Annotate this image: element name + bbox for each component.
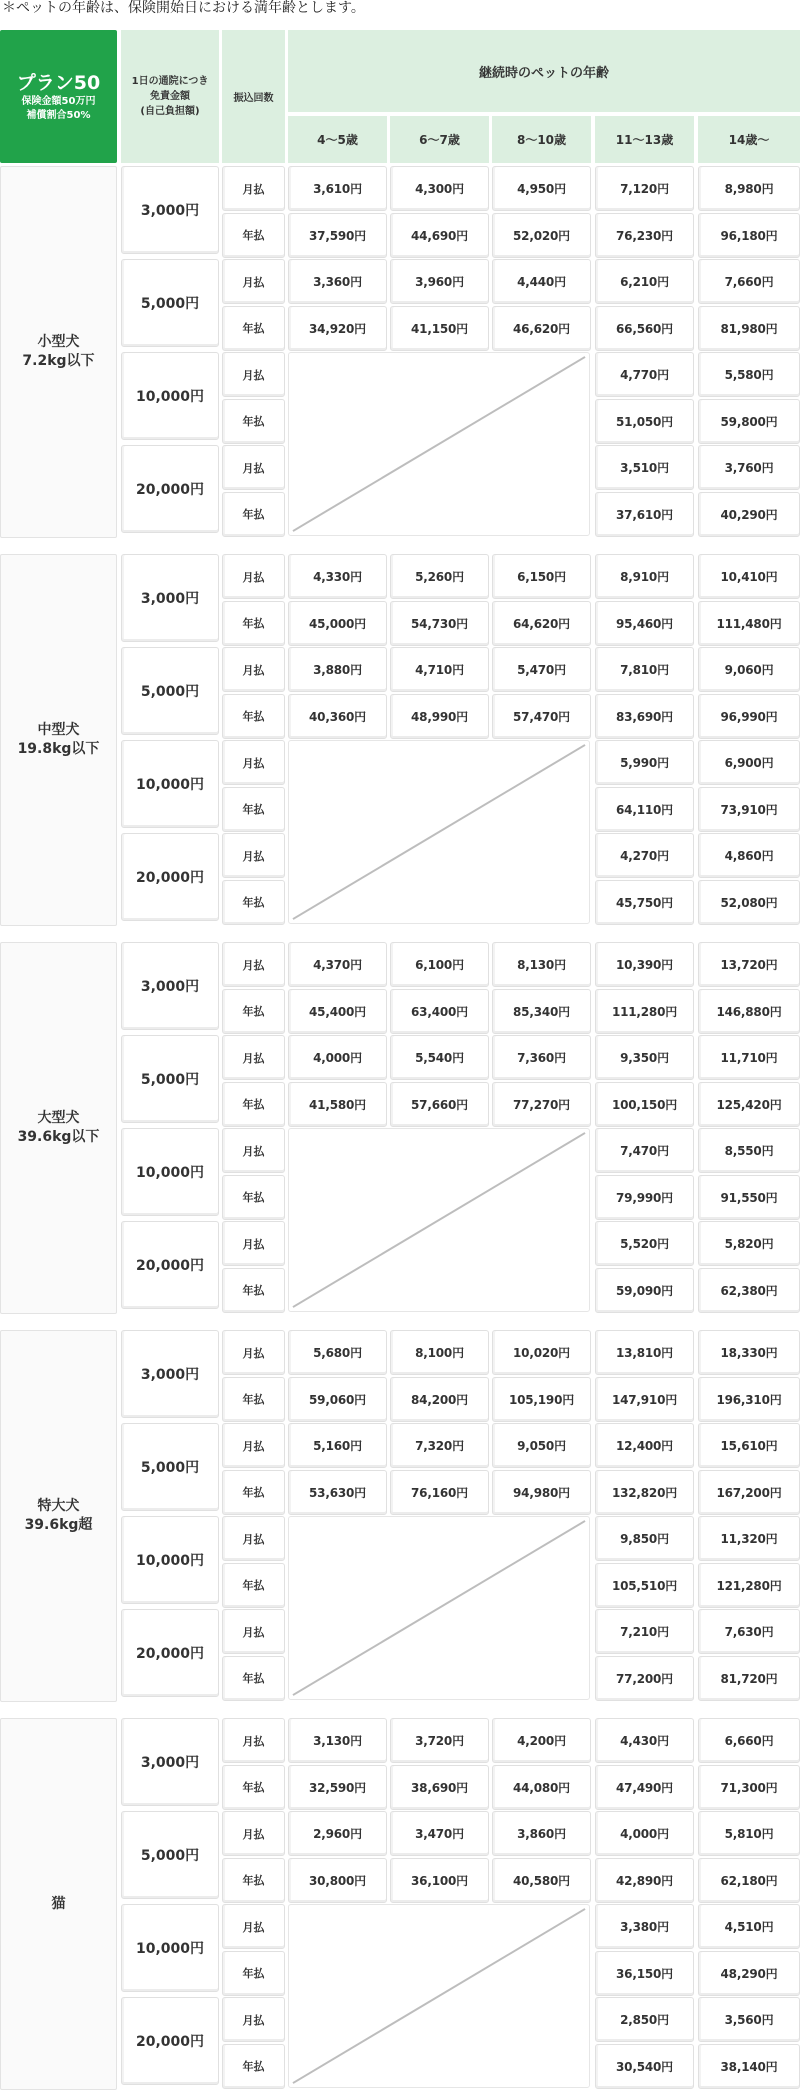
deductible-amount: 5,000円 (121, 647, 219, 735)
premium-cell: 3,860円 (492, 1811, 591, 1856)
premium-cell: 76,160円 (390, 1470, 489, 1515)
premium-cell: 146,880円 (698, 989, 800, 1034)
payment-frequency: 年払 (222, 1656, 285, 1701)
premium-cell: 42,890円 (595, 1858, 694, 1903)
premium-cell: 5,580円 (698, 352, 800, 397)
premium-cell: 11,320円 (698, 1516, 800, 1561)
premium-cell: 111,280円 (595, 989, 694, 1034)
premium-cell: 40,580円 (492, 1858, 591, 1903)
pet-type-cell (0, 942, 117, 1314)
pet-type-cell (0, 1330, 117, 1702)
pet-section (0, 1718, 800, 2090)
plan-title: プラン50 (16, 71, 101, 94)
pet-section (0, 554, 800, 926)
premium-cell: 7,210円 (595, 1609, 694, 1654)
premium-cell: 8,910円 (595, 554, 694, 599)
premium-cell: 37,610円 (595, 492, 694, 537)
premium-cell: 37,590円 (288, 213, 387, 258)
payment-frequency: 年払 (222, 1951, 285, 1996)
deductible-header-line: 免責金額 (150, 91, 190, 102)
premium-cell: 64,620円 (492, 601, 591, 646)
pet-type-label: 特大犬 (37, 1498, 80, 1514)
premium-cell: 36,150円 (595, 1951, 694, 1996)
pet-type-cell (0, 554, 117, 926)
payment-frequency: 年払 (222, 601, 285, 646)
premium-cell: 13,720円 (698, 942, 800, 987)
premium-cell: 7,810円 (595, 647, 694, 692)
payment-frequency: 年払 (222, 1765, 285, 1810)
deductible-amount: 10,000円 (121, 1904, 219, 1992)
premium-cell: 7,660円 (698, 259, 800, 304)
premium-cell: 32,590円 (288, 1765, 387, 1810)
deductible-amount: 20,000円 (121, 1609, 219, 1697)
payment-frequency: 年払 (222, 399, 285, 444)
premium-cell: 5,160円 (288, 1423, 387, 1468)
premium-cell: 6,900円 (698, 740, 800, 785)
premium-cell: 196,310円 (698, 1377, 800, 1422)
payment-frequency: 年払 (222, 1470, 285, 1515)
table-header (0, 30, 800, 163)
premium-cell: 40,290円 (698, 492, 800, 537)
premium-cell: 100,150円 (595, 1082, 694, 1127)
premium-cell: 4,000円 (595, 1811, 694, 1856)
premium-cell: 11,710円 (698, 1035, 800, 1080)
payment-frequency: 年払 (222, 880, 285, 925)
pet-type-label: 39.6kg以下 (17, 1129, 100, 1145)
premium-cell: 51,050円 (595, 399, 694, 444)
premium-cell: 83,690円 (595, 694, 694, 739)
premium-cell: 62,380円 (698, 1268, 800, 1313)
premium-cell: 3,470円 (390, 1811, 489, 1856)
payment-frequency: 月払 (222, 1035, 285, 1080)
payment-frequency: 月払 (222, 833, 285, 878)
payment-frequency: 月払 (222, 1423, 285, 1468)
premium-cell: 81,980円 (698, 306, 800, 351)
payment-frequency: 月払 (222, 166, 285, 211)
premium-cell: 96,180円 (698, 213, 800, 258)
premium-cell: 5,820円 (698, 1221, 800, 1266)
pet-type-label: 大型犬 (37, 1110, 80, 1126)
premium-cell: 81,720円 (698, 1656, 800, 1701)
pet-section (0, 1330, 800, 1702)
premium-cell: 5,470円 (492, 647, 591, 692)
premium-cell: 64,110円 (595, 787, 694, 832)
premium-cell: 10,020円 (492, 1330, 591, 1375)
not-applicable-area (288, 1904, 590, 2088)
age-note: ＊ペットの年齢は、保険開始日における満年齢とします。 (2, 0, 365, 16)
premium-cell: 47,490円 (595, 1765, 694, 1810)
premium-cell: 9,350円 (595, 1035, 694, 1080)
premium-cell: 45,400円 (288, 989, 387, 1034)
premium-cell: 6,660円 (698, 1718, 800, 1763)
premium-cell: 5,520円 (595, 1221, 694, 1266)
premium-cell: 95,460円 (595, 601, 694, 646)
premium-cell: 4,000円 (288, 1035, 387, 1080)
premium-cell: 38,140円 (698, 2044, 800, 2089)
payment-frequency: 月払 (222, 1516, 285, 1561)
premium-cell: 4,950円 (492, 166, 591, 211)
deductible-amount: 20,000円 (121, 833, 219, 921)
premium-cell: 7,360円 (492, 1035, 591, 1080)
payment-frequency: 月払 (222, 1718, 285, 1763)
payment-frequency: 年払 (222, 492, 285, 537)
premium-cell: 10,390円 (595, 942, 694, 987)
premium-cell: 3,380円 (595, 1904, 694, 1949)
premium-cell: 4,860円 (698, 833, 800, 878)
premium-cell: 5,680円 (288, 1330, 387, 1375)
premium-cell: 9,050円 (492, 1423, 591, 1468)
premium-cell: 38,690円 (390, 1765, 489, 1810)
deductible-amount: 3,000円 (121, 554, 219, 642)
premium-cell: 44,690円 (390, 213, 489, 258)
premium-cell: 4,440円 (492, 259, 591, 304)
deductible-amount: 10,000円 (121, 1516, 219, 1604)
premium-cell: 4,710円 (390, 647, 489, 692)
deductible-amount: 5,000円 (121, 1811, 219, 1899)
premium-cell: 91,550円 (698, 1175, 800, 1220)
premium-cell: 71,300円 (698, 1765, 800, 1810)
premium-cell: 59,060円 (288, 1377, 387, 1422)
premium-cell: 59,090円 (595, 1268, 694, 1313)
premium-cell: 7,320円 (390, 1423, 489, 1468)
deductible-amount: 10,000円 (121, 1128, 219, 1216)
pet-type-label: 小型犬 (37, 334, 80, 350)
deductible-amount: 10,000円 (121, 352, 219, 440)
premium-cell: 4,430円 (595, 1718, 694, 1763)
premium-cell: 8,100円 (390, 1330, 489, 1375)
premium-cell: 15,610円 (698, 1423, 800, 1468)
premium-cell: 9,850円 (595, 1516, 694, 1561)
premium-cell: 4,770円 (595, 352, 694, 397)
premium-cell: 5,260円 (390, 554, 489, 599)
premium-cell: 5,810円 (698, 1811, 800, 1856)
premium-cell: 79,990円 (595, 1175, 694, 1220)
payment-frequency: 年払 (222, 1268, 285, 1313)
payment-frequency: 月払 (222, 554, 285, 599)
premium-cell: 45,000円 (288, 601, 387, 646)
premium-cell: 4,200円 (492, 1718, 591, 1763)
premium-cell: 44,080円 (492, 1765, 591, 1810)
premium-cell: 7,470円 (595, 1128, 694, 1173)
premium-cell: 3,360円 (288, 259, 387, 304)
age-header: 継続時のペットの年齢 (288, 30, 800, 112)
diagonal-line (289, 1905, 589, 2087)
pet-type-cell (0, 1718, 117, 2090)
premium-cell: 6,210円 (595, 259, 694, 304)
premium-cell: 45,750円 (595, 880, 694, 925)
payment-frequency: 月払 (222, 1811, 285, 1856)
premium-cell: 4,330円 (288, 554, 387, 599)
pet-type-label: 39.6kg超 (24, 1517, 93, 1533)
payment-frequency: 年払 (222, 1082, 285, 1127)
premium-cell: 3,610円 (288, 166, 387, 211)
deductible-amount: 5,000円 (121, 1423, 219, 1511)
age-column-header: 8〜10歳 (492, 116, 591, 163)
premium-cell: 105,190円 (492, 1377, 591, 1422)
payment-frequency: 年払 (222, 2044, 285, 2089)
plan-line1: 保険金額50万円 (21, 95, 96, 107)
deductible-amount: 3,000円 (121, 1330, 219, 1418)
premium-cell: 48,290円 (698, 1951, 800, 1996)
premium-cell: 94,980円 (492, 1470, 591, 1515)
pet-section (0, 942, 800, 1314)
premium-cell: 3,560円 (698, 1997, 800, 2042)
not-applicable-area (288, 1516, 590, 1700)
pet-section (0, 166, 800, 538)
premium-cell: 3,130円 (288, 1718, 387, 1763)
payment-frequency: 年払 (222, 787, 285, 832)
payment-frequency: 年払 (222, 1858, 285, 1903)
premium-cell: 36,100円 (390, 1858, 489, 1903)
premium-cell: 4,270円 (595, 833, 694, 878)
premium-cell: 6,150円 (492, 554, 591, 599)
deductible-amount: 20,000円 (121, 1221, 219, 1309)
premium-cell: 8,550円 (698, 1128, 800, 1173)
deductible-amount: 5,000円 (121, 1035, 219, 1123)
deductible-amount: 20,000円 (121, 1997, 219, 2085)
pet-type-label: 中型犬 (37, 722, 80, 738)
premium-cell: 121,280円 (698, 1563, 800, 1608)
premium-cell: 62,180円 (698, 1858, 800, 1903)
payment-frequency: 月払 (222, 1997, 285, 2042)
premium-cell: 3,760円 (698, 445, 800, 490)
payment-frequency: 年払 (222, 1175, 285, 1220)
plan-badge (0, 30, 117, 163)
payment-frequency: 年払 (222, 213, 285, 258)
premium-cell: 40,360円 (288, 694, 387, 739)
premium-cell: 18,330円 (698, 1330, 800, 1375)
premium-cell: 73,910円 (698, 787, 800, 832)
payment-frequency: 月払 (222, 1221, 285, 1266)
payment-frequency: 月払 (222, 352, 285, 397)
premium-cell: 2,960円 (288, 1811, 387, 1856)
premium-cell: 52,020円 (492, 213, 591, 258)
premium-cell: 105,510円 (595, 1563, 694, 1608)
premium-cell: 30,800円 (288, 1858, 387, 1903)
premium-cell: 3,880円 (288, 647, 387, 692)
deductible-header-line: 1日の通院につき (131, 76, 209, 87)
premium-cell: 48,990円 (390, 694, 489, 739)
premium-cell: 52,080円 (698, 880, 800, 925)
not-applicable-area (288, 352, 590, 536)
frequency-header: 振込回数 (222, 30, 285, 163)
payment-frequency: 年払 (222, 694, 285, 739)
age-column-header: 11〜13歳 (595, 116, 694, 163)
premium-cell: 96,990円 (698, 694, 800, 739)
premium-cell: 13,810円 (595, 1330, 694, 1375)
premium-cell: 63,400円 (390, 989, 489, 1034)
pet-type-label: 猫 (51, 1895, 66, 1912)
premium-cell: 4,370円 (288, 942, 387, 987)
premium-cell: 6,100円 (390, 942, 489, 987)
premium-cell: 41,150円 (390, 306, 489, 351)
premium-cell: 3,720円 (390, 1718, 489, 1763)
premium-cell: 8,130円 (492, 942, 591, 987)
deductible-amount: 3,000円 (121, 166, 219, 254)
premium-cell: 66,560円 (595, 306, 694, 351)
premium-cell: 3,510円 (595, 445, 694, 490)
premium-cell: 9,060円 (698, 647, 800, 692)
premium-cell: 111,480円 (698, 601, 800, 646)
premium-cell: 10,410円 (698, 554, 800, 599)
pet-type-label: 19.8kg以下 (17, 741, 100, 757)
premium-cell: 4,510円 (698, 1904, 800, 1949)
deductible-header (121, 30, 219, 163)
payment-frequency: 月払 (222, 259, 285, 304)
payment-frequency: 月払 (222, 647, 285, 692)
premium-cell: 85,340円 (492, 989, 591, 1034)
premium-cell: 5,990円 (595, 740, 694, 785)
premium-cell: 8,980円 (698, 166, 800, 211)
premium-cell: 77,270円 (492, 1082, 591, 1127)
deductible-header-line: (自己負担額) (140, 106, 200, 117)
payment-frequency: 年払 (222, 989, 285, 1034)
premium-cell: 84,200円 (390, 1377, 489, 1422)
premium-cell: 57,470円 (492, 694, 591, 739)
deductible-amount: 20,000円 (121, 445, 219, 533)
payment-frequency: 年払 (222, 1377, 285, 1422)
premium-cell: 7,120円 (595, 166, 694, 211)
payment-frequency: 月払 (222, 445, 285, 490)
payment-frequency: 年払 (222, 306, 285, 351)
premium-cell: 132,820円 (595, 1470, 694, 1515)
payment-frequency: 年払 (222, 1563, 285, 1608)
deductible-amount: 10,000円 (121, 740, 219, 828)
diagonal-line (289, 353, 589, 535)
premium-cell: 57,660円 (390, 1082, 489, 1127)
premium-cell: 34,920円 (288, 306, 387, 351)
premium-cell: 46,620円 (492, 306, 591, 351)
payment-frequency: 月払 (222, 1609, 285, 1654)
premium-cell: 147,910円 (595, 1377, 694, 1422)
premium-cell: 5,540円 (390, 1035, 489, 1080)
premium-cell: 76,230円 (595, 213, 694, 258)
diagonal-line (289, 1517, 589, 1699)
pet-type-label: 7.2kg以下 (22, 353, 95, 369)
pet-type-cell (0, 166, 117, 538)
age-column-header: 4〜5歳 (288, 116, 387, 163)
premium-cell: 53,630円 (288, 1470, 387, 1515)
premium-cell: 30,540円 (595, 2044, 694, 2089)
not-applicable-area (288, 1128, 590, 1312)
premium-cell: 125,420円 (698, 1082, 800, 1127)
payment-frequency: 月払 (222, 1904, 285, 1949)
not-applicable-area (288, 740, 590, 924)
diagonal-line (289, 1129, 589, 1311)
deductible-amount: 5,000円 (121, 259, 219, 347)
premium-cell: 54,730円 (390, 601, 489, 646)
premium-cell: 3,960円 (390, 259, 489, 304)
premium-cell: 59,800円 (698, 399, 800, 444)
payment-frequency: 月払 (222, 740, 285, 785)
premium-cell: 2,850円 (595, 1997, 694, 2042)
payment-frequency: 月払 (222, 1330, 285, 1375)
premium-cell: 167,200円 (698, 1470, 800, 1515)
payment-frequency: 月払 (222, 1128, 285, 1173)
premium-cell: 4,300円 (390, 166, 489, 211)
plan-line2: 補償割合50% (26, 109, 91, 121)
age-column-header: 6〜7歳 (390, 116, 489, 163)
premium-cell: 7,630円 (698, 1609, 800, 1654)
payment-frequency: 月払 (222, 942, 285, 987)
premium-cell: 41,580円 (288, 1082, 387, 1127)
deductible-amount: 3,000円 (121, 942, 219, 1030)
premium-cell: 77,200円 (595, 1656, 694, 1701)
diagonal-line (289, 741, 589, 923)
premium-cell: 12,400円 (595, 1423, 694, 1468)
deductible-amount: 3,000円 (121, 1718, 219, 1806)
age-column-header: 14歳〜 (698, 116, 800, 163)
